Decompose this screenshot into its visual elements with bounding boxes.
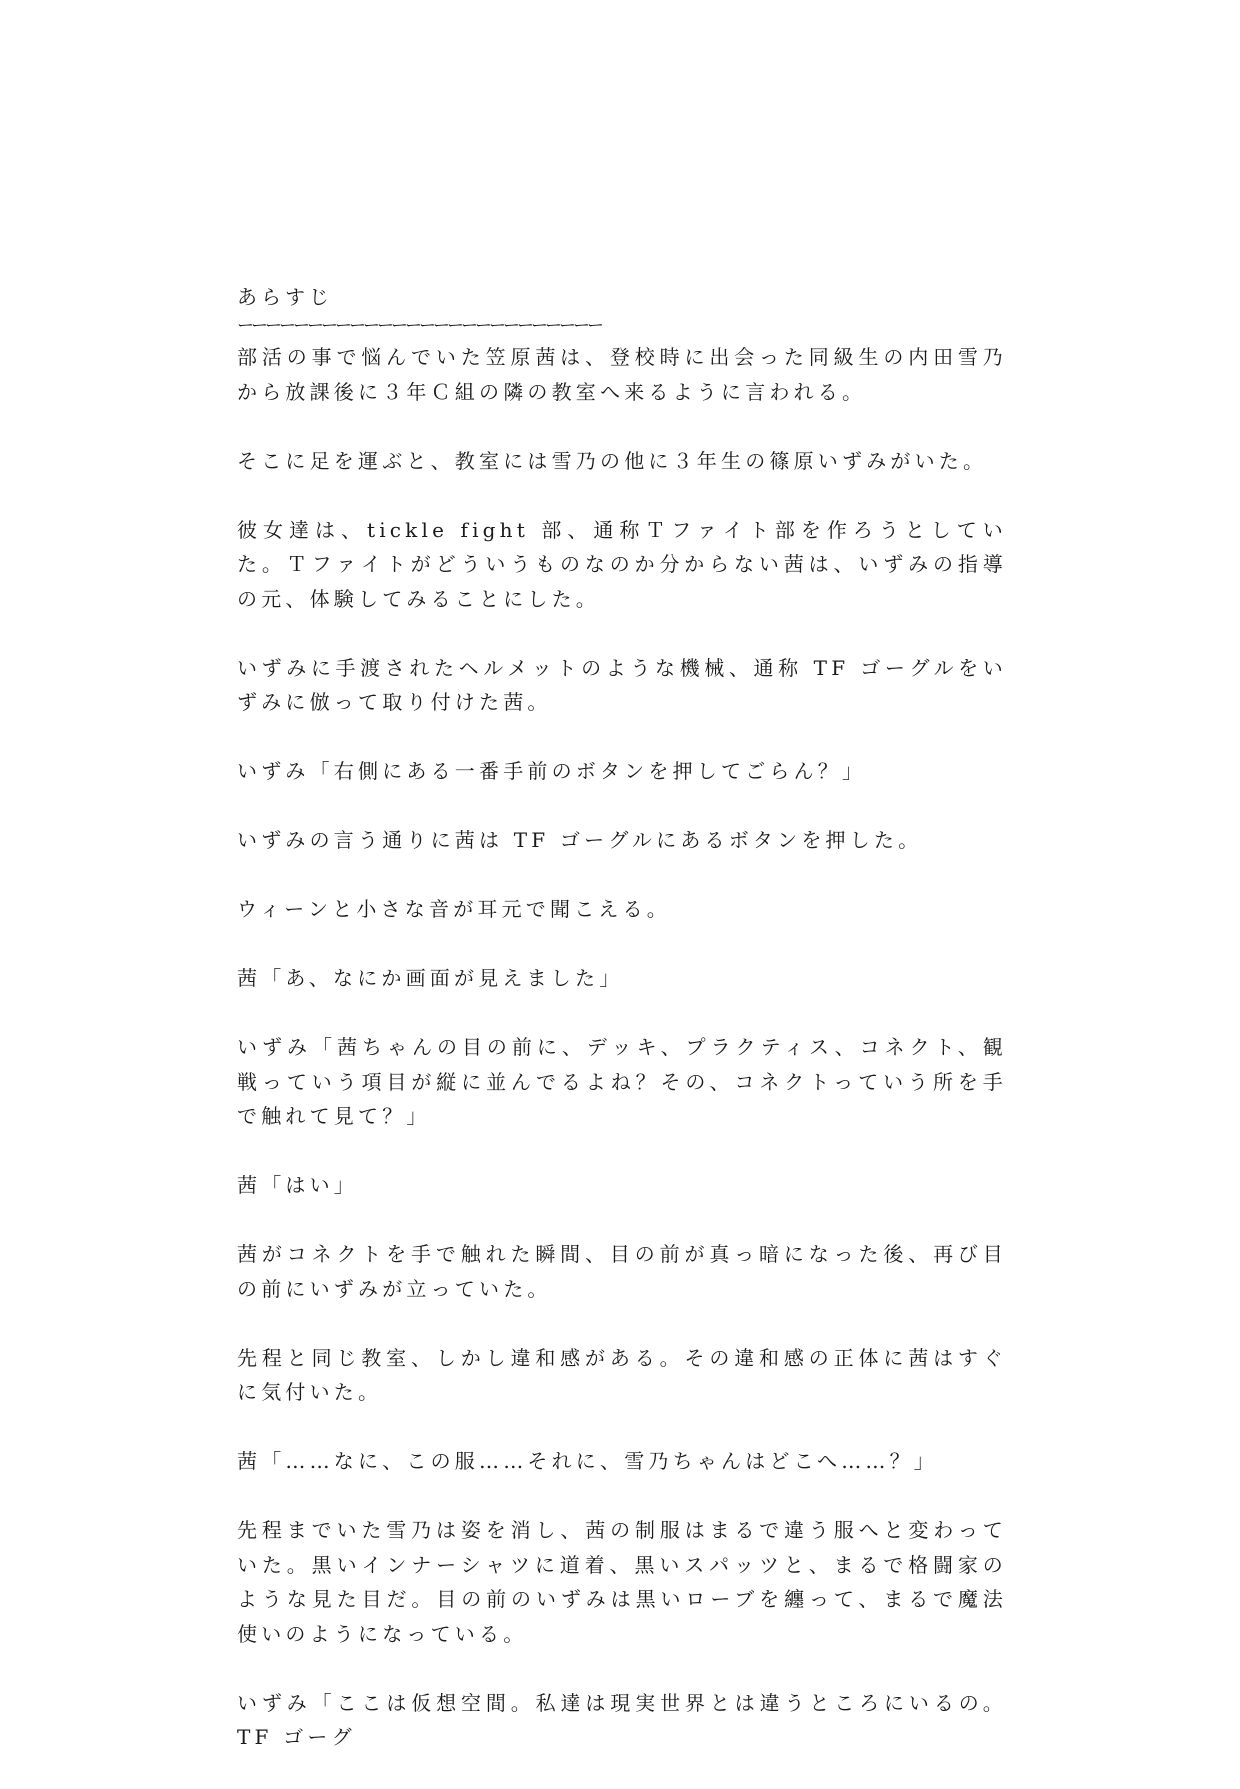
paragraph-13: 茜「……なに、この服……それに、雪乃ちゃんはどこへ……？」 <box>237 1449 938 1473</box>
paragraph-11: 茜がコネクトを手で触れた瞬間、目の前が真っ暗になった後、再び目の前にいずみが立っていた。 <box>237 1242 1007 1301</box>
paragraph-14: 先程までいた雪乃は姿を消し、茜の制服はまるで違う服へと変わっていた。黒いインナーシャツに道着、黒いスパッツと、まるで格闘家のような見た目だ。目の前のいずみは黒いローブを纏って、まるで魔法使いのようになっている。 <box>237 1518 1007 1646</box>
paragraph-1: 部活の事で悩んでいた笠原茜は、登校時に出会った同級生の内田雪乃から放課後に３年Ｃ組の隣の教室へ来るように言われる。 <box>237 345 1007 404</box>
document-body <box>237 280 1007 1789</box>
paragraph-3: 彼女達は、tickle fight 部、通称Ｔファイト部を作ろうとしていた。Ｔファイトがどういうものなのか分からない茜は、いずみの指導の元、体験してみることにした。 <box>237 517 1007 611</box>
paragraph-7: ウィーンと小さな音が耳元で聞こえる。 <box>237 897 671 921</box>
paragraph-9: いずみ「茜ちゃんの目の前に、デッキ、プラクティス、コネクト、観戦っていう項目が縦に並んでるよね？その、コネクトっていう所を手で触れて見て？」 <box>237 1035 1007 1128</box>
paragraph-12: 先程と同じ教室、しかし違和感がある。その違和感の正体に茜はすぐに気付いた。 <box>237 1345 1007 1404</box>
paragraph-6: いずみの言う通りに茜は TF ゴーグルにあるボタンを押した。 <box>237 828 923 852</box>
paragraph-4: いずみに手渡されたヘルメットのような機械、通称 TF ゴーグルをいずみに倣って取り付けた茜。 <box>237 655 1007 714</box>
section-heading: あらすじ <box>237 285 333 309</box>
paragraph-15: いずみ「ここは仮想空間。私達は現実世界とは違うところにいるの。TF ゴーグ <box>237 1690 1007 1749</box>
heading-divider: ーーーーーーーーーーーーーーーーーーーーーーーーーー <box>237 316 601 336</box>
paragraph-5: いずみ「右側にある一番手前のボタンを押してごらん？」 <box>237 759 867 783</box>
paragraph-8: 茜「あ、なにか画面が見えました」 <box>237 966 624 990</box>
paragraph-2: そこに足を運ぶと、教室には雪乃の他に３年生の篠原いずみがいた。 <box>237 448 988 473</box>
paragraph-10: 茜「はい」 <box>237 1173 358 1197</box>
